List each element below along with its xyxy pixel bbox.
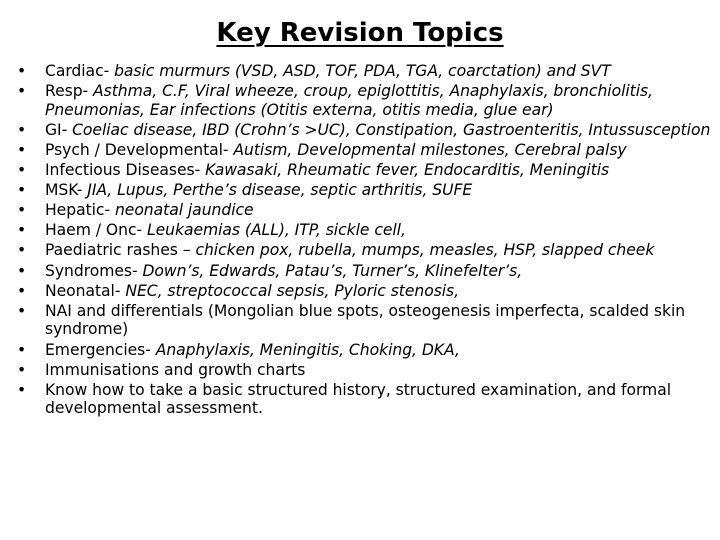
- topic-label: MSK-: [45, 181, 88, 200]
- topic-label: Infectious Diseases-: [45, 161, 206, 180]
- topic-label: Psych / Developmental-: [45, 140, 234, 159]
- topic-item: [17, 302, 717, 339]
- topic-item: [17, 381, 717, 418]
- topic-label: Paediatric rashes –: [45, 241, 196, 260]
- topic-item: [17, 241, 717, 260]
- topic-label: NAI and differentials (Mongolian blue spots, osteogenesis imperfecta, scalded skin syndrome): [45, 301, 686, 339]
- slide-title-text: Key Revision Topics: [216, 18, 504, 48]
- topic-item: [17, 62, 717, 81]
- topic-detail: Down’s, Edwards, Patau’s, Turner’s, Klinefelter’s,: [142, 261, 523, 280]
- slide-title: [0, 14, 720, 52]
- topic-item: [17, 141, 717, 160]
- topic-detail: Leukaemias (ALL), ITP, sickle cell,: [146, 221, 406, 240]
- topic-label: Resp-: [45, 82, 94, 101]
- topic-detail: Coeliac disease, IBD (Crohn’s >UC), Constipation, Gastroenteritis, Intussusception: [72, 120, 711, 139]
- topic-label: Cardiac-: [45, 62, 115, 80]
- topic-label: GI-: [45, 120, 73, 139]
- topic-item: [17, 262, 717, 281]
- topic-item: [17, 201, 717, 220]
- topic-item: [17, 82, 717, 119]
- topic-detail: chicken pox, rubella, mumps, measles, HSP, slapped cheek: [195, 241, 655, 260]
- topic-item: [17, 221, 717, 240]
- topic-detail: Kawasaki, Rheumatic fever, Endocarditis, Meningitis: [205, 161, 610, 180]
- topic-item: [17, 282, 717, 301]
- topic-item: [17, 121, 717, 140]
- topic-label: Know how to take a basic structured history, structured examination, and formal developmental assessment.: [45, 380, 671, 418]
- topic-detail: Asthma, C.F, Viral wheeze, croup, epiglottitis, Anaphylaxis, bronchiolitis, Pneumonias, Ear infections (Otitis externa, otitis media, glue ear): [45, 82, 653, 119]
- topic-label: Immunisations and growth charts: [45, 360, 306, 379]
- topic-detail: basic murmurs (VSD, ASD, TOF, PDA, TGA, coarctation) and SVT: [114, 62, 611, 80]
- topic-item: [17, 341, 717, 360]
- topic-item: [17, 361, 717, 380]
- topic-item: [17, 181, 717, 200]
- topic-label: Neonatal-: [45, 281, 126, 300]
- topic-list: [17, 62, 717, 420]
- topic-label: Emergencies-: [45, 340, 156, 359]
- topic-detail: neonatal jaundice: [114, 201, 254, 220]
- topic-label: Haem / Onc-: [45, 221, 147, 240]
- topic-detail: JIA, Lupus, Perthe’s disease, septic arthritis, SUFE: [87, 181, 473, 200]
- topic-detail: Anaphylaxis, Meningitis, Choking, DKA,: [155, 340, 460, 359]
- topic-detail: NEC, streptococcal sepsis, Pyloric stenosis,: [125, 281, 460, 300]
- topic-label: Hepatic-: [45, 201, 115, 220]
- topic-detail: Autism, Developmental milestones, Cerebral palsy: [233, 140, 627, 159]
- topic-item: [17, 161, 717, 180]
- topic-label: Syndromes-: [45, 261, 143, 280]
